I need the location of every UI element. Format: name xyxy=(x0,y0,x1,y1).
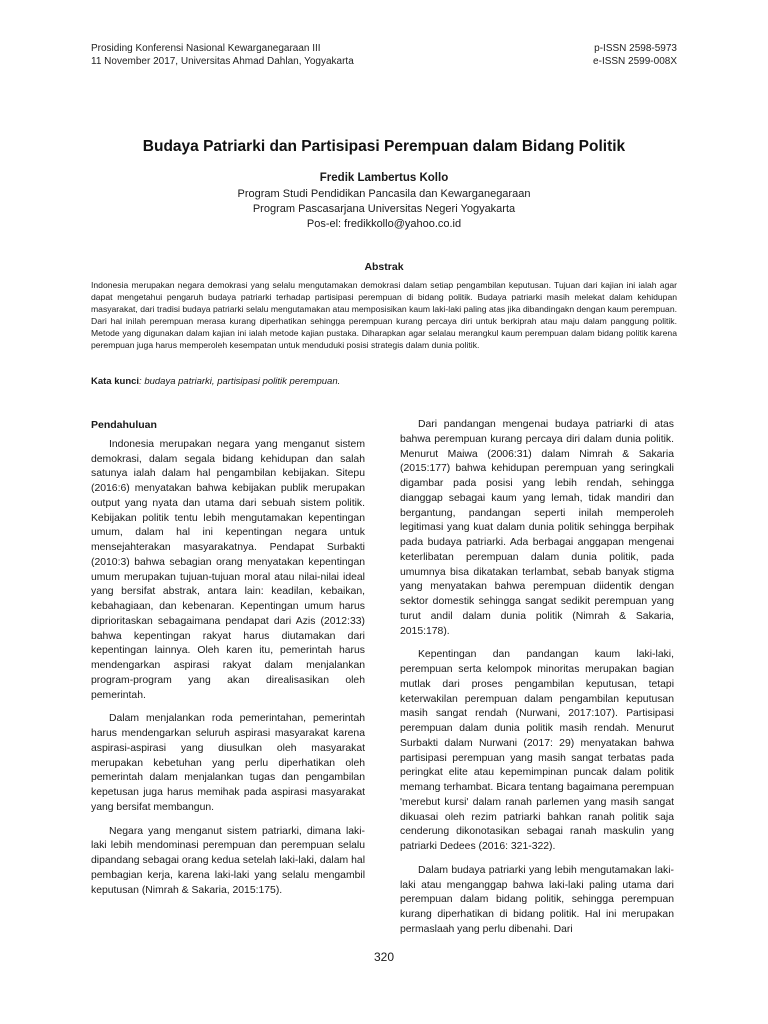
paper-title: Budaya Patriarki dan Partisipasi Perempuan dalam Bidang Politik xyxy=(142,138,626,155)
electronic-issn: e-ISSN 2599-008X xyxy=(593,56,677,67)
author-name: Fredik Lambertus Kollo xyxy=(319,172,449,184)
abstract-heading: Abstrak xyxy=(364,261,404,273)
running-header-left xyxy=(91,42,354,68)
section-heading: Pendahuluan xyxy=(91,419,157,431)
conference-date-venue: 11 November 2017, Universitas Ahmad Dahlan, Yogyakarta xyxy=(91,56,354,67)
body-paragraph: Dari pandangan mengenai budaya patriarki di atas bahwa perempuan kurang percaya diri dalam dunia politik. Menurut Maiwa (2006:31) dalam Nimrah & Sakaria (2015:177) bahwa kehidupan perempuan yang seringkali digambar pada posisi yang lebih rendah, sehingga dianggap sebagai kaum yang lemah, tidak mandiri dan bergantung, pandangan seperti inilah memperoleh legitimasi yang kuat dalam dunia politik sehingga berpihak pada budaya patriarki. Ada berbagai anggapan mengenai keterlibatan perempuan dalam dunia politik, pada umumnya bisa dikatakan terlambat, sebab banyak stigma yang menyatakan bahwa perempuan diidentik dengan sektor domestik sehingga sangat sedikit perempuan yang turut andil dalam dunia politik (Nimrah & Sakaria, 2015:178). xyxy=(400,419,674,637)
author-email: Pos-el: fredikkollo@yahoo.co.id xyxy=(306,218,462,230)
conference-name: Prosiding Konferensi Nasional Kewarganegaraan III xyxy=(91,43,321,54)
keywords xyxy=(91,376,677,388)
body-paragraph: Indonesia merupakan negara yang menganut sistem demokrasi, dalam segala bidang kehidupan dan salah satunya ialah dalam hal pengambilan kebijakan. Sitepu (2016:6) menyatakan bahwa kebijakan publik merupakan output yang nyata dan utama dari sebuah sistem politik. Kebijakan politik tentu lebih mengutamakan kepentingan umum, dalam hal ini kepentingan negara untuk mensejahterakan masyarakatnya. Pendapat Surbakti (2010:3) bahwa sebagian orang menyatakan kepentingan umum merupakan tujuan-tujuan moral atau nilai-nilai ideal yang bersifat abstrak, antara lain: keadilan, kebaikan, kebahagiaan, dan kebenaran. Kepentingan umum harus diprioritaskan sebagaimana pendapat dari Azis (2012:33) bahwa kepentingan rakyat harus diutamakan dari kepentingan lainnya. Oleh karen itu, pemerintah harus mendengarkan aspirasi rakyat dalam menjalankan program-program yang akan direalisasikan oleh pemerintah. xyxy=(91,438,365,701)
left-column xyxy=(91,418,365,907)
affiliation-line: Program Pascasarjana Universitas Negeri Yogyakarta xyxy=(252,203,516,215)
keywords-value: : budaya patriarki, partisipasi politik perempuan. xyxy=(139,376,341,387)
affiliation-line: Program Studi Pendidikan Pancasila dan Kewarganegaraan xyxy=(237,188,531,200)
abstract-text: Indonesia merupakan negara demokrasi yang selalu mengutamakan demokrasi dalam setiap pengambilan keputusan. Tujuan dari kajian ini ialah agar dapat mengetahui pengaruh budaya patriarki terhadap partisipasi perempuan di bidang politik. Budaya patriarki masih melekat dalam kehidupan masyarakat, dari tradisi budaya patriarki selalu mengutamakan atau memposisikan kaum laki-laki paling atas jika dibandingakn dengan kaum perempuan. Dari hal inilah perempuan merasa kurang diperhatikan sehingga perempuan kurang percaya diri untuk berkiprah atau maju dalam panggung politik. Metode yang digunakan dalam kajian ini ialah metode kajian pustaka. Diharapkan agar selalau merangkul kaum perempuan dalam bidang politik karena perempuan juga harus memperoleh kesempatan untuk menduduki posisi strategis dalam dunia politik. xyxy=(91,280,677,351)
body-paragraph: Negara yang menganut sistem patriarki, dimana laki-laki lebih mendominasi perempuan dan perempuan selalu dipandang sebagai orang kedua setelah laki-laki, dalam hal pembagian kerja, karena laki-laki yang selalu mengambil keputusan (Nimrah & Sakaria, 2015:175). xyxy=(91,825,365,896)
body-paragraph: Kepentingan dan pandangan kaum laki-laki, perempuan serta kelompok minoritas merupakan bagian mutlak dari proses pengambilan keputusan, tetapi keterwakilan perempuan dalam pengambilan keputusan masih sangat rendah (Nurwani, 2017:107). Partisipasi perempuan dalam dunia politik masih rendah. Menurut Surbakti dalam Nurwani (2017: 29) menyatakan bahwa partisipasi perempuan yang masih sangat terbatas pada peringkat elite atau kepemimpinan puncak dalam politik memang terhambat. Bicara tentang bagaimana perempuan 'merebut kursi' dalam ranah parlemen yang masih sangat dikuasai oleh rezim patriarki bahkan ranah politik saja cenderung dikonotasikan sebagai ranah maskulin yang patriarki Dedees (2016: 321-322). xyxy=(400,649,674,852)
running-header-right xyxy=(593,42,677,68)
body-paragraph: Dalam menjalankan roda pemerintahan, pemerintah harus mendengarkan seluruh aspirasi masyarakat karena aspirasi-aspirasi yang diusulkan oleh masyarakat merupakan kebetuhan yang perlu diperhatikan oleh pemerintah dalam menjalankan tugas dan pengambilan kepetusan juga harus memihak pada aspirasi masyarakat yang bersifat membangun. xyxy=(91,713,365,813)
right-column xyxy=(400,418,674,947)
keywords-label: Kata kunci xyxy=(91,376,140,387)
body-paragraph: Dalam budaya patriarki yang lebih mengutamakan laki-laki atau menganggap bahwa laki-laki paling utama dari perempuan dalam bidang politik, sehingga perempuan kurang diperhatikan di bidang politik. Hal ini merupakan permaslaah yang perlu dibenahi. Dari xyxy=(400,864,674,935)
page-number: 320 xyxy=(373,950,395,964)
author-affiliation xyxy=(60,187,708,232)
print-issn: p-ISSN 2598-5973 xyxy=(594,43,677,54)
